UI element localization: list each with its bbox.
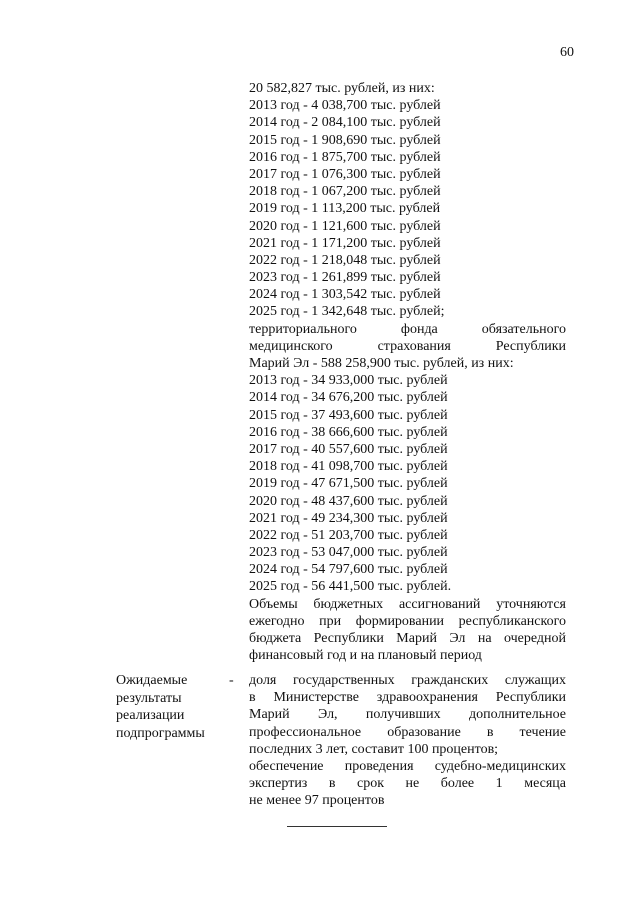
note-line: ежегодно при формировании республиканского bbox=[249, 613, 566, 629]
note-line: финансовый год и на плановый период bbox=[249, 648, 482, 664]
fund-year-line: 2024 год - 54 797,600 тыс. рублей bbox=[249, 562, 448, 578]
fund-year-line: 2018 год - 41 098,700 тыс. рублей bbox=[249, 459, 448, 475]
funding-year-line: 2019 год - 1 113,200 тыс. рублей bbox=[249, 201, 441, 217]
note-line: Объемы бюджетных ассигнований уточняются bbox=[249, 596, 566, 612]
results-text bbox=[249, 672, 566, 810]
funding-year-line: 2017 год - 1 076,300 тыс. рублей bbox=[249, 166, 441, 182]
results-text-line: последних 3 лет, составит 100 процентов; bbox=[249, 741, 499, 757]
funding-year-line: 2023 год - 1 261,899 тыс. рублей bbox=[249, 270, 441, 286]
fund-description-line: Марий Эл - 588 258,900 тыс. рублей, из них: bbox=[249, 356, 514, 371]
fund-year-line: 2016 год - 38 666,600 тыс. рублей bbox=[249, 424, 448, 440]
funding-year-line: 2020 год - 1 121,600 тыс. рублей bbox=[249, 218, 441, 234]
fund-year-line: 2020 год - 48 437,600 тыс. рублей bbox=[249, 493, 448, 509]
funding-year-line: 2021 год - 1 171,200 тыс. рублей bbox=[249, 235, 441, 251]
funding-year-line: 2014 год - 2 084,100 тыс. рублей bbox=[249, 115, 441, 131]
fund-year-line: 2014 год - 34 676,200 тыс. рублей bbox=[249, 390, 448, 406]
results-text-line: в Министерстве здравоохранения Республики bbox=[249, 690, 566, 706]
results-label-line: подпрограммы bbox=[116, 725, 205, 741]
funding-year-line: 2015 год - 1 908,690 тыс. рублей bbox=[249, 132, 441, 148]
results-text-line: Марий Эл, получивших дополнительное bbox=[249, 707, 566, 723]
page-number: 60 bbox=[560, 45, 574, 60]
fund-year-line: 2025 год - 56 441,500 тыс. рублей. bbox=[249, 579, 452, 595]
funding-total-line: 20 582,827 тыс. рублей, из них: bbox=[249, 81, 435, 96]
funding-year-line: 2024 год - 1 303,542 тыс. рублей bbox=[249, 287, 441, 303]
results-label bbox=[116, 672, 226, 742]
fund-year-line: 2015 год - 37 493,600 тыс. рублей bbox=[249, 407, 448, 423]
fund-year-line: 2019 год - 47 671,500 тыс. рублей bbox=[249, 476, 448, 492]
results-text-line: не менее 97 процентов bbox=[249, 793, 385, 809]
fund-description-line: медицинского страхования Республики bbox=[249, 338, 566, 354]
fund-year-line: 2022 год - 51 203,700 тыс. рублей bbox=[249, 527, 448, 543]
funding-year-line: 2016 год - 1 875,700 тыс. рублей bbox=[249, 149, 441, 165]
fund-year-line: 2017 год - 40 557,600 тыс. рублей bbox=[249, 441, 448, 457]
fund-year-line: 2021 год - 49 234,300 тыс. рублей bbox=[249, 510, 448, 526]
results-text-line: обеспечение проведения судебно-медицинских bbox=[249, 758, 566, 774]
end-divider bbox=[287, 826, 387, 827]
results-label-line: результаты bbox=[116, 690, 182, 706]
results-text-line: доля государственных гражданских служащих bbox=[249, 673, 566, 688]
funding-year-line: 2013 год - 4 038,700 тыс. рублей bbox=[249, 98, 441, 114]
funding-block bbox=[249, 80, 566, 664]
fund-description-line: территориального фонда обязательного bbox=[249, 321, 566, 337]
funding-year-line: 2022 год - 1 218,048 тыс. рублей bbox=[249, 252, 441, 268]
funding-year-line: 2018 год - 1 067,200 тыс. рублей bbox=[249, 184, 441, 200]
results-label-line: реализации bbox=[116, 708, 185, 723]
funding-year-line: 2025 год - 1 342,648 тыс. рублей; bbox=[249, 304, 445, 320]
results-text-line: профессиональное образование в течение bbox=[249, 724, 566, 740]
note-line: бюджета Республики Марий Эл на очередной bbox=[249, 631, 566, 646]
results-text-line: экспертиз в срок не более 1 месяца bbox=[249, 776, 566, 792]
fund-year-line: 2013 год - 34 933,000 тыс. рублей bbox=[249, 373, 448, 389]
fund-year-line: 2023 год - 53 047,000 тыс. рублей bbox=[249, 545, 448, 561]
results-label-line: Ожидаемые bbox=[116, 673, 188, 688]
row-dash: - bbox=[229, 673, 234, 688]
